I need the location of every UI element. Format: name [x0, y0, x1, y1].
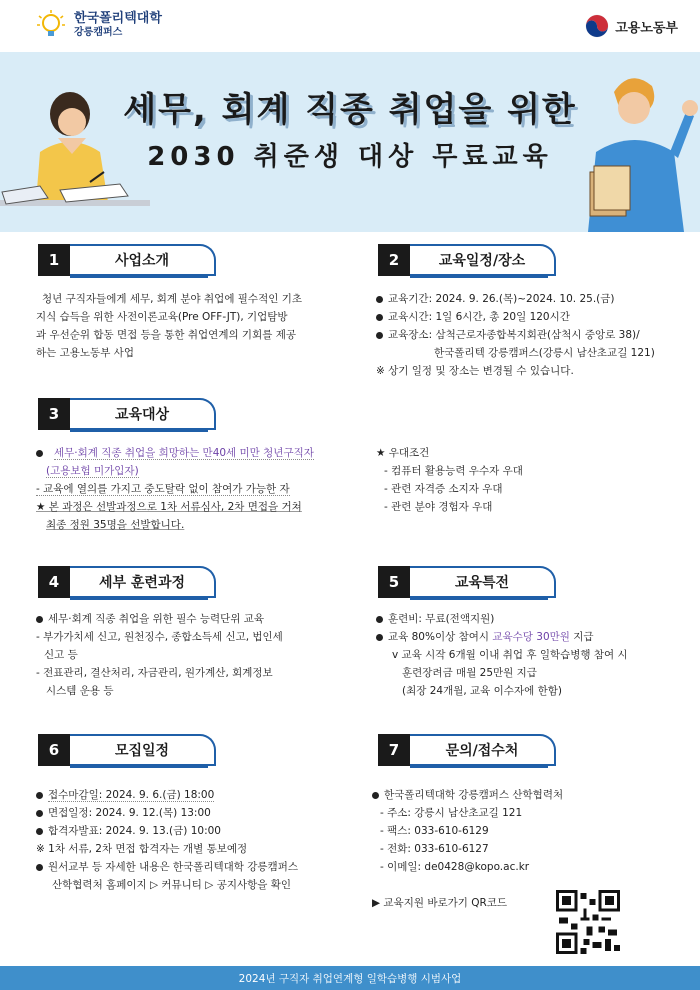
section-title: 모집일정 [70, 734, 216, 766]
section-1-header [38, 244, 216, 276]
section-4-header [38, 566, 216, 598]
section-number: 2 [378, 244, 410, 276]
intro-line: 청년 구직자들에게 세무, 회계 분야 취업에 필수적인 기초 [42, 293, 302, 305]
section-1-body [36, 290, 336, 362]
section-title: 교육대상 [70, 398, 216, 430]
education-period: 교육기간: 2024. 9. 26.(목)~2024. 10. 25.(금) [388, 293, 615, 305]
preference-box [376, 444, 676, 516]
education-place: 교육장소: 삼척근로자종합복지회관(삼척시 중앙로 38)/ [388, 329, 640, 341]
course-line: 세무·회계 직종 취업을 위한 필수 능력단위 교육 [48, 613, 265, 625]
target-condition: - 교육에 열의를 가지고 중도탈락 없이 참여가 가능한 자 [36, 483, 290, 495]
benefit-line: 훈련장려금 매월 25만원 지급 [402, 667, 537, 679]
bullet-icon [36, 450, 43, 457]
section-number: 1 [38, 244, 70, 276]
school-name: 한국폴리텍대학 [74, 11, 162, 27]
polytech-lightbulb-icon [34, 8, 68, 42]
bullet-icon [372, 792, 379, 799]
ministry-name: 고용노동부 [615, 20, 678, 36]
benefit-line: 교육 80%이상 참여시 [388, 631, 493, 643]
info-line: 산학협력처 홈페이지 ▷ 커뮤니티 ▷ 공지사항을 확인 [52, 879, 292, 891]
cheering-man-illustration [570, 62, 700, 232]
bullet-icon [36, 864, 43, 871]
section-title: 교육일정/장소 [410, 244, 556, 276]
ministry-logo[interactable] [585, 14, 678, 38]
course-line: 신고 등 [44, 649, 78, 661]
education-place-2: 한국폴리텍 강릉캠퍼스(강릉시 남산초교길 121) [434, 347, 655, 359]
preference-item: - 관련 분야 경험자 우대 [384, 501, 493, 513]
bullet-icon [36, 828, 43, 835]
info-line: 원서교부 등 자세한 내용은 한국폴리텍대학 강릉캠퍼스 [48, 861, 298, 873]
section-5-header [378, 566, 556, 598]
benefit-line: v 교육 시작 6개월 이내 취업 후 일학습병행 참여 시 [392, 649, 628, 661]
section-3-body [36, 444, 366, 534]
hero-title-line2: 2030 취준생 대상 무료교육 [147, 142, 553, 172]
schedule-note: ※ 상기 일정 및 장소는 변경될 수 있습니다. [376, 365, 574, 377]
intro-line: 하는 고용노동부 사업 [36, 347, 134, 359]
announce-date: 합격자발표: 2024. 9. 13.(금) 10:00 [48, 825, 221, 837]
footer-text: 2024년 구직자 취업연계형 일학습병행 시범사업 [238, 972, 462, 985]
bullet-icon [376, 616, 383, 623]
bullet-icon [376, 634, 383, 641]
section-2-header [378, 244, 556, 276]
footer-banner [0, 966, 700, 990]
interview-date: 면접일정: 2024. 9. 12.(목) 13:00 [48, 807, 211, 819]
benefit-line-suffix: 지급 [569, 631, 594, 643]
preference-item: - 컴퓨터 활용능력 우수자 우대 [384, 465, 523, 477]
allowance-highlight: 교육수당 30만원 [492, 631, 570, 643]
bullet-icon [36, 616, 43, 623]
hero-title-line1: 세무, 회계 직종 취업을 위한 [123, 90, 577, 130]
intro-line: 과 우선순위 합동 면접 등을 통한 취업연계의 기회를 제공 [36, 329, 296, 341]
preference-title: ★ 우대조건 [376, 447, 430, 459]
contact-email[interactable]: - 이메일: de0428@kopo.ac.kr [380, 861, 530, 873]
bullet-icon [376, 314, 383, 321]
course-line: - 부가가치세 신고, 원천징수, 종합소득세 신고, 법인세 [36, 631, 283, 643]
polytech-logo[interactable] [34, 8, 162, 42]
benefit-line: 훈련비: 무료(전액지원) [388, 613, 495, 625]
benefit-line: (최장 24개월, 교육 이수자에 한함) [402, 685, 562, 697]
section-number: 5 [378, 566, 410, 598]
section-number: 4 [38, 566, 70, 598]
course-line: 시스템 운용 등 [46, 685, 114, 697]
contact-address: - 주소: 강릉시 남산초교길 121 [380, 807, 523, 819]
bullet-icon [36, 792, 43, 799]
section-title: 교육특전 [410, 566, 556, 598]
section-7-header [378, 734, 556, 766]
target-line: 세무·회계 직종 취업을 희망하는 만40세 미만 청년구직자 [54, 447, 314, 459]
selection-quota: 최종 정원 35명을 선발합니다. [46, 519, 185, 531]
notify-note: ※ 1차 서류, 2차 면접 합격자는 개별 통보예정 [36, 843, 248, 855]
section-title: 세부 훈련과정 [70, 566, 216, 598]
contact-phone[interactable]: - 전화: 033-610-6127 [380, 843, 489, 855]
section-2-body [376, 290, 696, 380]
section-number: 7 [378, 734, 410, 766]
campus-name: 강릉캠퍼스 [74, 26, 123, 38]
bullet-icon [376, 296, 383, 303]
section-number: 3 [38, 398, 70, 430]
section-6-header [38, 734, 216, 766]
section-title: 문의/접수처 [410, 734, 556, 766]
hero-banner [0, 52, 700, 232]
taegeuk-icon [585, 14, 609, 38]
section-number: 6 [38, 734, 70, 766]
course-line: - 전표관리, 결산처리, 자금관리, 원가계산, 회계정보 [36, 667, 273, 679]
preference-item: - 관련 자격증 소지자 우대 [384, 483, 503, 495]
intro-line: 지식 습득을 위한 사전이론교육(Pre OFF-JT), 기업탐방 [36, 311, 288, 323]
bullet-icon [36, 810, 43, 817]
qr-label: ▶ 교육지원 바로가기 QR코드 [372, 897, 508, 909]
target-note: (고용보험 미가입자) [46, 465, 139, 477]
section-3-header [38, 398, 216, 430]
section-title: 사업소개 [70, 244, 216, 276]
contact-office: 한국폴리텍대학 강릉캠퍼스 산학협력처 [384, 789, 564, 801]
section-4-body [36, 610, 356, 700]
contact-fax: - 팩스: 033-610-6129 [380, 825, 489, 837]
bullet-icon [376, 332, 383, 339]
education-hours: 교육시간: 1일 6시간, 총 20일 120시간 [388, 311, 570, 323]
section-6-body [36, 786, 366, 894]
deadline: 접수마감일: 2024. 9. 6.(금) 18:00 [48, 789, 215, 801]
qr-code-icon[interactable] [556, 890, 620, 954]
selection-notice: ★ 본 과정은 선발과정으로 1차 서류심사, 2차 면접을 거쳐 [36, 501, 302, 513]
section-5-body [376, 610, 696, 700]
section-7-body [372, 786, 692, 876]
header [0, 0, 700, 52]
